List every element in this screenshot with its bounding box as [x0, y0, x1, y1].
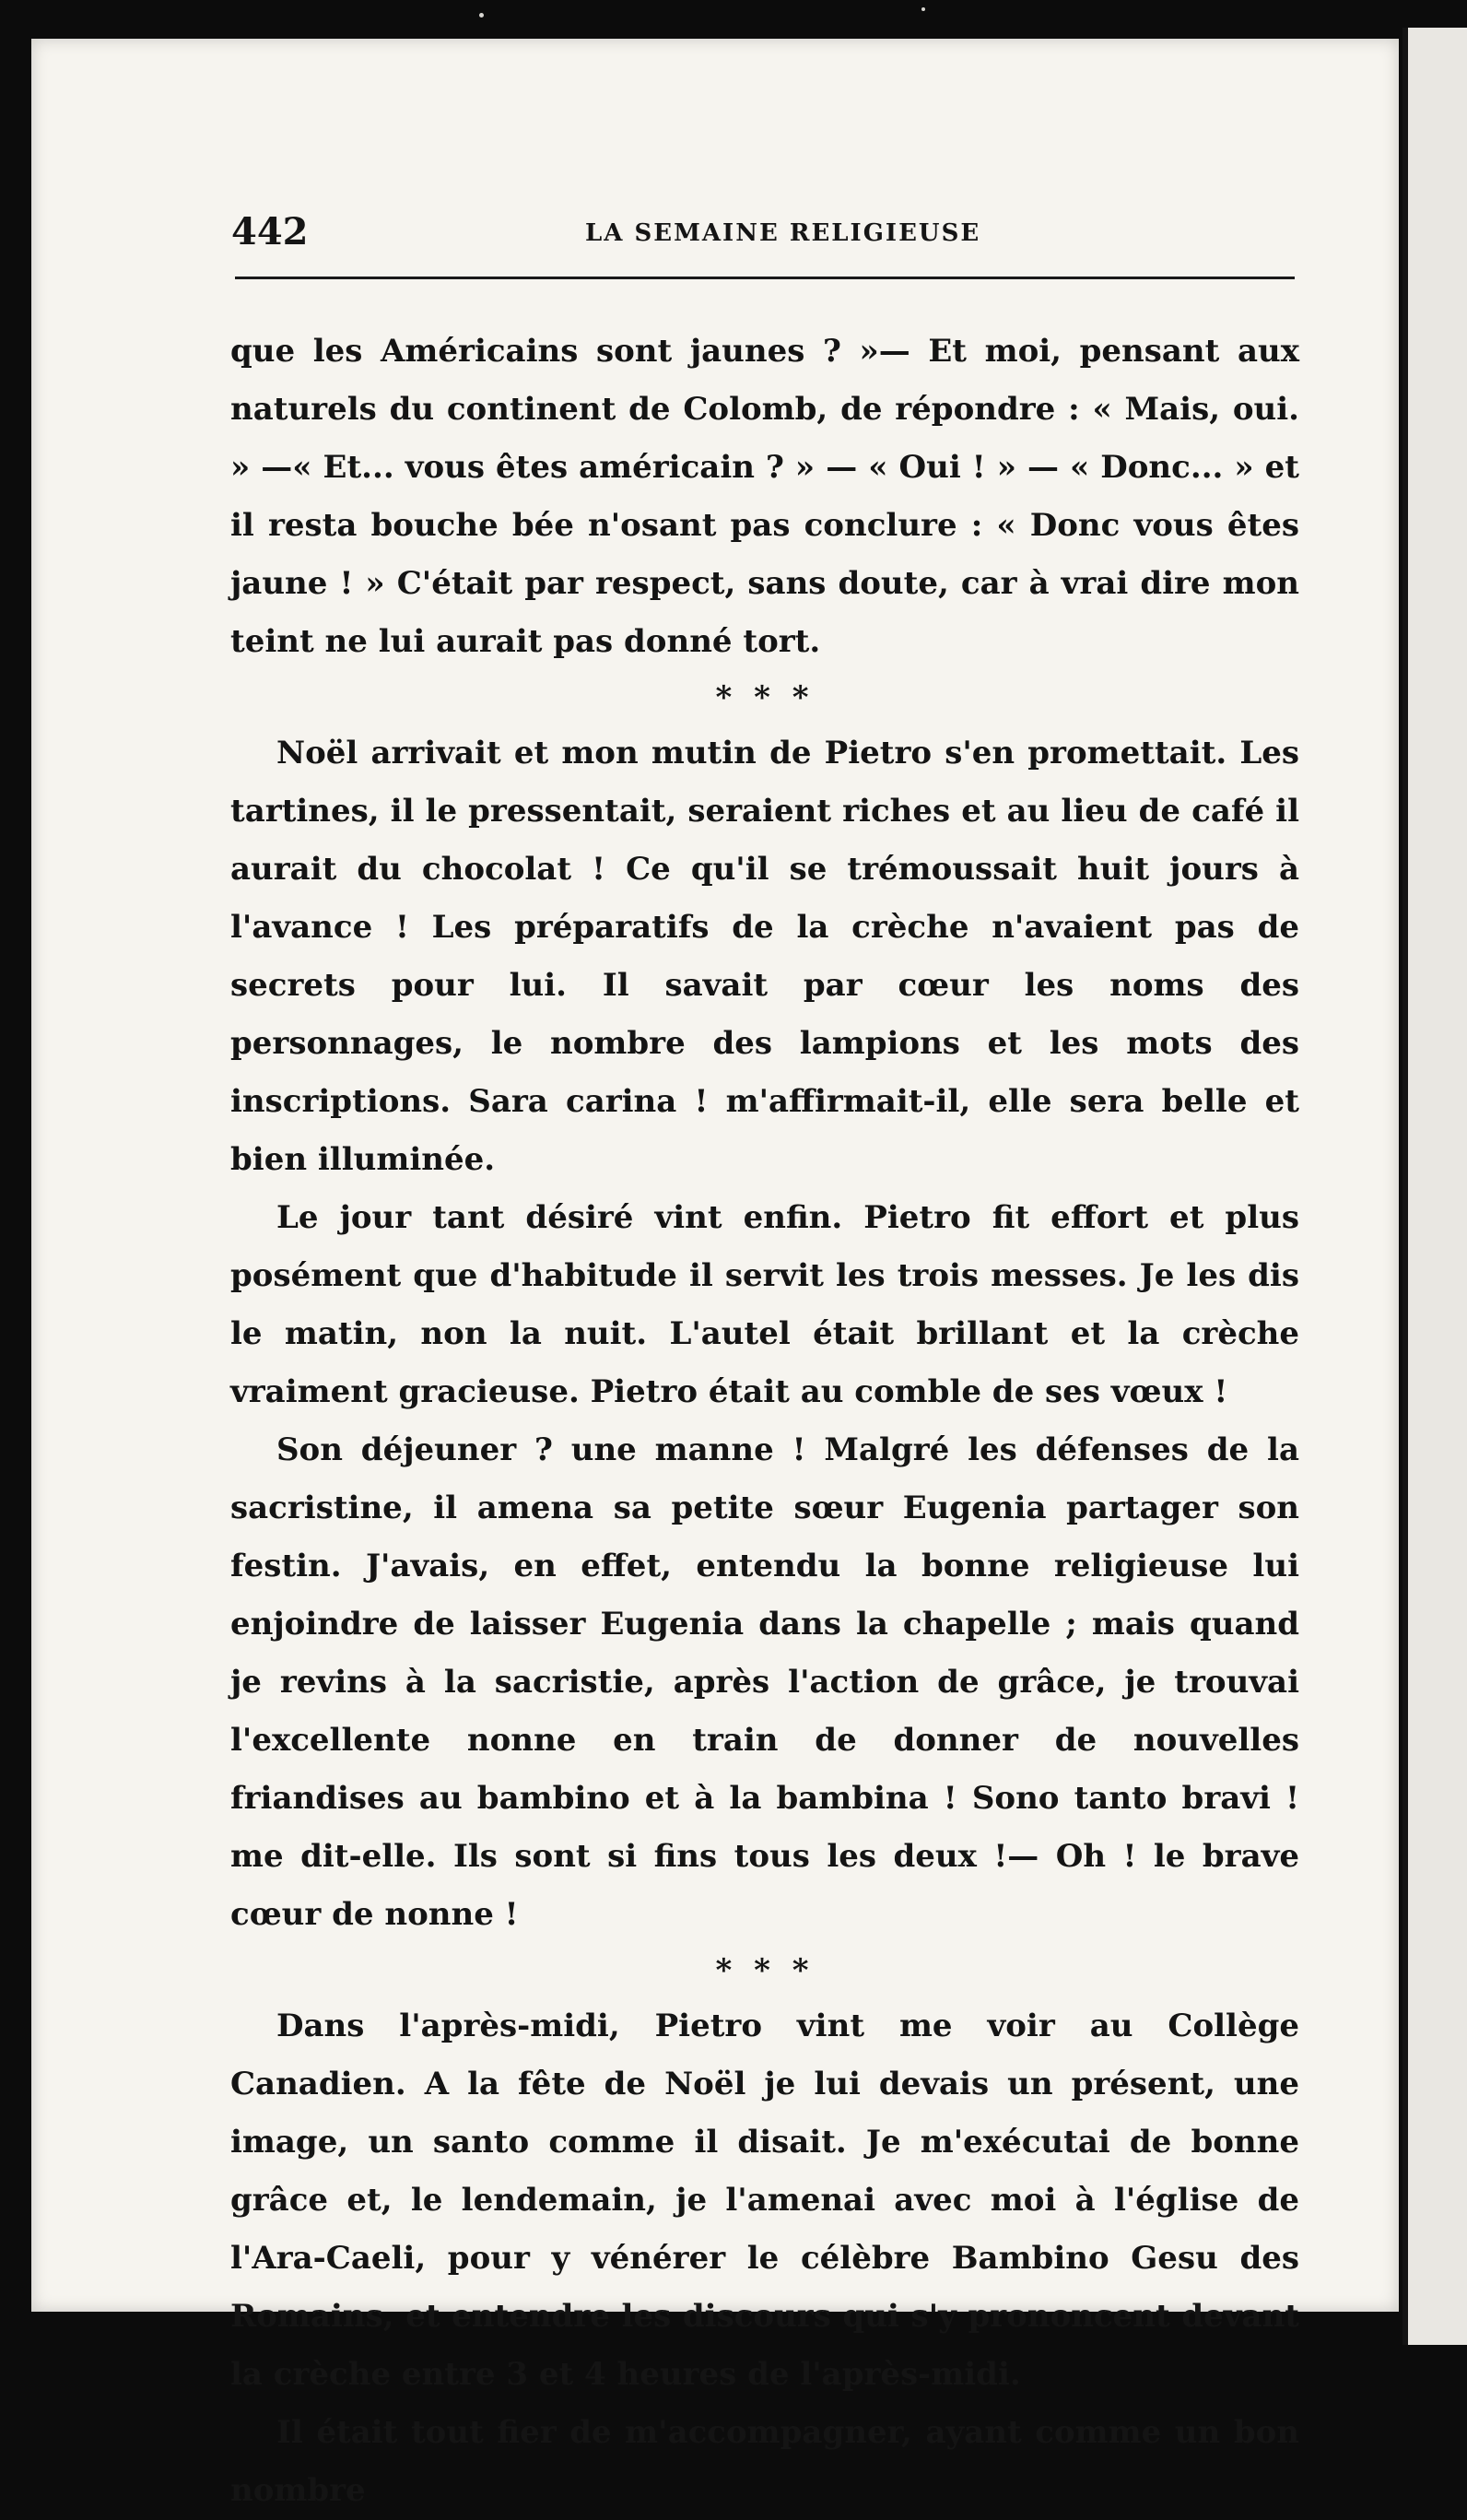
- header-rule: [235, 277, 1295, 279]
- paragraph: Il était tout fier de m'accompagner, ayant comme un bon nombre: [230, 2414, 1299, 2509]
- paragraph: Dans l'après-midi, Pietro vint me voir au Collège Canadien. A la fête de Noël je lui devais un présent, une image, un santo comme il disait. Je m'exécutai de bonne grâce et, le lendemain, je l'amenai avec moi à l'église de l'Ara-Caeli, pour y vénérer le célèbre Bambino Gesu des Romains, et entendre les discours qui s'y prononcent devant la crèche entre 3 et 4 heures de l'après-midi.: [230, 2008, 1299, 2393]
- page-header: [198, 210, 1295, 265]
- paragraph: Le jour tant désiré vint enfin. Pietro fit effort et plus posément que d'habitude il servit les trois messes. Je les dis le matin, non la nuit. L'autel était brillant et la crèche vraiment gracieuse. Pietro était au comble de ses vœux !: [230, 1199, 1299, 1410]
- section-separator: * * *: [715, 1952, 815, 1989]
- body-text: [230, 323, 1299, 2520]
- dust-speck: [921, 7, 925, 11]
- page-number: 442: [231, 210, 309, 253]
- paragraph: Son déjeuner ? une manne ! Malgré les défenses de la sacristine, il amena sa petite sœur Eugenia partager son festin. J'avais, en effet, entendu la bonne religieuse lui enjoindre de laisser Eugenia dans la chapelle ; mais quand je revins à la sacristie, après l'action de grâce, je trouvai l'excellente nonne en train de donner de nouvelles friandises au bambino et à la bambina ! Sono tanto bravi ! me dit-elle. Ils sont si fins tous les deux !— Oh ! le brave cœur de nonne !: [230, 1431, 1299, 1933]
- dust-speck: [479, 13, 484, 18]
- running-title: LA SEMAINE RELIGIEUSE: [585, 219, 981, 247]
- section-separator: * * *: [715, 679, 815, 716]
- adjacent-page-edge: [1402, 28, 1467, 2345]
- paragraph: que les Américains sont jaunes ? »— Et moi, pensant aux naturels du continent de Colomb, de répondre : « Mais, oui. » —« Et... vous êtes américain ? » — « Oui ! » — « Donc... » et il resta bouche bée n'osant pas conclure : « Donc vous êtes jaune ! » C'était par respect, sans doute, car à vrai dire mon teint ne lui aurait pas donné tort.: [230, 333, 1299, 660]
- paragraph: Noël arrivait et mon mutin de Pietro s'en promettait. Les tartines, il le pressentait, seraient riches et au lieu de café il aurait du chocolat ! Ce qu'il se trémoussait huit jours à l'avance ! Les préparatifs de la crèche n'avaient pas de secrets pour lui. Il savait par cœur les noms des personnages, le nombre des lampions et les mots des inscriptions. Sara carina ! m'affirmait-il, elle sera belle et bien illuminée.: [230, 735, 1299, 1178]
